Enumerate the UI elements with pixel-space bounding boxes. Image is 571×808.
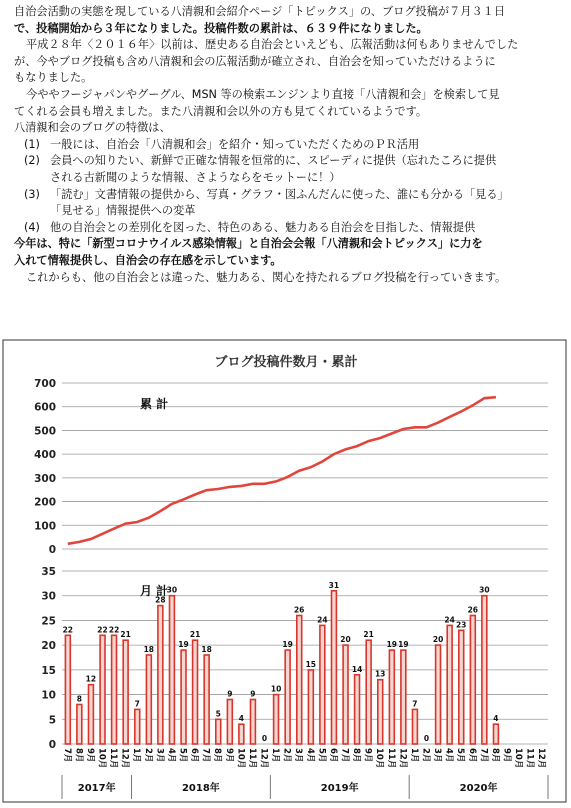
bar-value-label: 19 <box>282 640 293 650</box>
month-label: 9月 <box>84 748 95 763</box>
bar-value-label: 19 <box>178 640 189 650</box>
month-label: 12月 <box>119 748 130 769</box>
month-label: 3月 <box>154 748 165 763</box>
monthly-bar <box>436 645 441 744</box>
bar-value-label: 5 <box>215 709 221 719</box>
month-label: 6月 <box>327 748 338 763</box>
bar-value-label: 21 <box>363 630 374 640</box>
cumulative-tick-label: 700 <box>34 378 56 390</box>
month-label: 12月 <box>536 748 547 769</box>
month-label: 8月 <box>73 748 84 763</box>
month-label: 9月 <box>223 748 234 763</box>
month-label: 7月 <box>339 748 350 763</box>
month-label: 1月 <box>270 748 281 763</box>
monthly-bar <box>100 635 105 744</box>
bar-value-label: 9 <box>227 689 233 699</box>
bar-value-label: 19 <box>398 640 409 650</box>
feature-number: (2) <box>24 154 40 168</box>
intro-line: 自治会活動の実態を現している八清親和会紹介ページ「トピックス」の、ブログ投稿が７月３１日 <box>14 5 506 18</box>
cumulative-tick-label: 200 <box>34 496 56 509</box>
cumulative-tick-label: 0 <box>48 544 56 556</box>
article-text <box>14 4 562 286</box>
paragraph-line: が、今やブログ投稿も含め八清親和会の広報活動が確立され、自治会を知っていただけるように <box>14 54 496 68</box>
month-label: 2月 <box>420 748 431 763</box>
year-label: 2017年 <box>77 783 116 794</box>
monthly-bar <box>274 695 279 744</box>
bar-value-label: 15 <box>305 659 317 669</box>
month-label: 4月 <box>304 748 315 763</box>
month-label: 5月 <box>316 748 327 763</box>
month-label: 11月 <box>246 748 257 769</box>
month-label: 1月 <box>408 748 419 763</box>
bar-value-label: 18 <box>143 645 155 654</box>
bar-value-label: 26 <box>293 605 305 615</box>
bar-value-label: 24 <box>444 615 455 625</box>
bar-value-label: 18 <box>201 645 212 654</box>
year-label: 2019年 <box>320 783 359 794</box>
month-label: 9月 <box>501 748 512 763</box>
month-label: 2月 <box>142 748 153 763</box>
month-label: 3月 <box>293 748 304 763</box>
monthly-bar <box>355 675 360 744</box>
feature-text: 「読む」文書情報の提供から、写真・グラフ・図ふんだんに使った、誰にも分かる「見る」 <box>50 187 509 201</box>
bar-value-label: 30 <box>479 585 490 595</box>
intro-line: で、投稿開始から３年になりました。投稿件数の累計は、６３９件になりました。 <box>14 21 428 35</box>
bar-value-label: 23 <box>455 620 467 630</box>
bar-value-label: 12 <box>85 674 97 684</box>
month-label: 10月 <box>96 748 107 769</box>
monthly-bar <box>239 724 244 744</box>
monthly-tick-label: 15 <box>41 664 56 677</box>
month-label: 5月 <box>455 748 466 763</box>
monthly-bar <box>123 640 128 744</box>
month-label: 11月 <box>524 748 535 769</box>
bar-value-label: 20 <box>340 635 351 645</box>
paragraph-line: 入れて情報提供し、自治会の存在感を示しています。 <box>14 253 282 267</box>
features-heading: 八清親和会のブログの特徴は、 <box>14 121 171 135</box>
monthly-bar <box>459 630 464 744</box>
monthly-bar <box>413 709 418 744</box>
month-label: 10月 <box>235 748 246 769</box>
feature-item <box>14 187 562 204</box>
monthly-bar <box>320 625 325 744</box>
month-label: 8月 <box>489 748 500 763</box>
month-label: 10月 <box>374 748 385 769</box>
feature-text: 一般には、自治会「八清親和会」を紹介・知っていただくためのＰＲ活用 <box>50 137 420 151</box>
paragraph-line: 平成２８年〈２０１６年〉以前は、歴史ある自治会といえども、広報活動は何もありませんでした <box>26 38 519 52</box>
bar-value-label: 28 <box>155 595 166 605</box>
feature-item <box>14 153 562 170</box>
month-label: 12月 <box>258 748 269 769</box>
monthly-bar <box>89 685 94 744</box>
paragraph-line: てくれる会員も増えました。また八清親和会以外の方も見てくれているようです。 <box>14 104 428 118</box>
bar-value-label: 24 <box>317 615 328 625</box>
month-label: 3月 <box>432 748 443 763</box>
paragraph-line: 今ややフージャパンやグーグル、MSN 等の検索エンジンより直接「八清親和会」を検索して見 <box>26 87 500 101</box>
monthly-tick-label: 25 <box>41 615 56 628</box>
month-label: 4月 <box>443 748 454 763</box>
monthly-bar <box>158 606 163 744</box>
bar-value-label: 22 <box>97 625 108 635</box>
monthly-tick-label: 5 <box>48 714 56 727</box>
month-label: 12月 <box>397 748 408 769</box>
paragraph-line: 今年は、特に「新型コロナウイルス感染情報」と自治会会報「八清親和会トピックス」に力を <box>14 237 483 251</box>
year-label: 2018年 <box>181 783 220 794</box>
month-label: 7月 <box>478 748 489 763</box>
monthly-bar <box>494 724 499 744</box>
monthly-bar <box>482 596 487 744</box>
month-label: 11月 <box>385 748 396 769</box>
bar-value-label: 7 <box>134 699 140 709</box>
month-label: 1月 <box>131 748 142 763</box>
monthly-bar <box>204 655 209 744</box>
cumulative-tick-label: 300 <box>34 472 56 485</box>
bar-value-label: 7 <box>412 699 418 709</box>
feature-text: 他の自治会との差別化を図った、特色のある、魅力ある自治会を目指した、情報提供 <box>50 220 476 234</box>
feature-item <box>14 220 562 237</box>
cumulative-tick-label: 400 <box>34 449 56 462</box>
month-label: 2月 <box>281 748 292 763</box>
monthly-bar <box>447 625 452 744</box>
chart-title: ブログ投稿件数月・累計 <box>214 355 358 370</box>
bar-value-label: 0 <box>423 734 430 743</box>
month-label: 6月 <box>189 748 200 763</box>
month-label: 7月 <box>200 748 211 763</box>
bar-value-label: 21 <box>189 630 201 640</box>
bar-value-label: 30 <box>166 585 178 595</box>
feature-text: 会員への知りたい、新鮮で正確な情報を恒常的に、スピーディに提供（忘れたころに提供 <box>50 154 497 168</box>
monthly-bar <box>193 640 198 744</box>
month-label: 10月 <box>513 748 524 769</box>
feature-number: (4) <box>24 220 40 234</box>
monthly-bar <box>332 591 337 744</box>
bar-value-label: 21 <box>120 630 131 640</box>
bar-value-label: 14 <box>351 664 363 674</box>
month-label: 11月 <box>108 748 119 769</box>
cumulative-tick-label: 600 <box>34 401 56 414</box>
bar-value-label: 26 <box>467 605 479 615</box>
monthly-bar <box>112 635 117 744</box>
monthly-bar <box>170 596 175 744</box>
monthly-tick-label: 0 <box>48 739 56 751</box>
month-label: 9月 <box>362 748 373 763</box>
bar-value-label: 22 <box>108 625 120 635</box>
monthly-bar <box>77 705 82 745</box>
monthly-label: 月 計 <box>140 584 169 598</box>
monthly-bar <box>366 640 371 744</box>
monthly-bar <box>251 700 256 745</box>
cumulative-tick-label: 500 <box>34 425 56 438</box>
feature-item <box>14 137 562 154</box>
feature-text: される古新聞のような情報、さようならをモットーに！） <box>50 170 341 184</box>
monthly-bar <box>401 650 406 744</box>
month-label: 8月 <box>212 748 223 763</box>
monthly-bar <box>181 650 186 744</box>
monthly-bar <box>65 635 70 744</box>
blog-post-chart <box>0 338 571 808</box>
month-label: 4月 <box>165 748 176 763</box>
year-label: 2020年 <box>459 783 498 794</box>
month-label: 7月 <box>61 748 72 763</box>
cumulative-tick-label: 100 <box>34 520 56 533</box>
month-label: 8月 <box>351 748 362 763</box>
monthly-tick-label: 10 <box>41 689 56 702</box>
monthly-tick-label: 35 <box>41 566 56 578</box>
monthly-bar <box>216 719 221 744</box>
feature-text: 「見せる」情報提供への変革 <box>50 204 196 218</box>
bar-value-label: 10 <box>270 684 282 694</box>
bar-value-label: 8 <box>76 694 83 704</box>
monthly-bar <box>285 650 290 744</box>
monthly-bar <box>389 650 394 744</box>
feature-number: (3) <box>24 187 40 201</box>
bar-value-label: 4 <box>238 714 245 724</box>
month-label: 6月 <box>466 748 477 763</box>
paragraph-line: これからも、他の自治会とは違った、魅力ある、関心を持たれるブログ投稿を行っていきます。 <box>26 270 507 284</box>
monthly-tick-label: 30 <box>41 590 56 603</box>
bar-value-label: 0 <box>261 734 268 743</box>
monthly-tick-label: 20 <box>41 640 56 653</box>
bar-value-label: 19 <box>386 640 398 650</box>
month-label: 5月 <box>177 748 188 763</box>
cumulative-label: 累 計 <box>140 397 169 411</box>
monthly-bar <box>135 709 140 744</box>
feature-number: (1) <box>24 137 40 151</box>
monthly-bar <box>227 700 232 745</box>
monthly-bar <box>470 616 475 745</box>
monthly-bar <box>308 670 313 744</box>
bar-value-label: 4 <box>493 714 499 724</box>
bar-value-label: 20 <box>432 635 444 645</box>
monthly-bar <box>378 680 383 744</box>
monthly-bar <box>297 616 302 745</box>
bar-value-label: 9 <box>250 689 256 699</box>
bar-value-label: 22 <box>62 625 74 635</box>
monthly-bar <box>146 655 151 744</box>
bar-value-label: 31 <box>328 580 340 590</box>
bar-value-label: 13 <box>374 669 386 679</box>
paragraph-line: もなりました。 <box>14 71 93 85</box>
monthly-bar <box>343 645 348 744</box>
